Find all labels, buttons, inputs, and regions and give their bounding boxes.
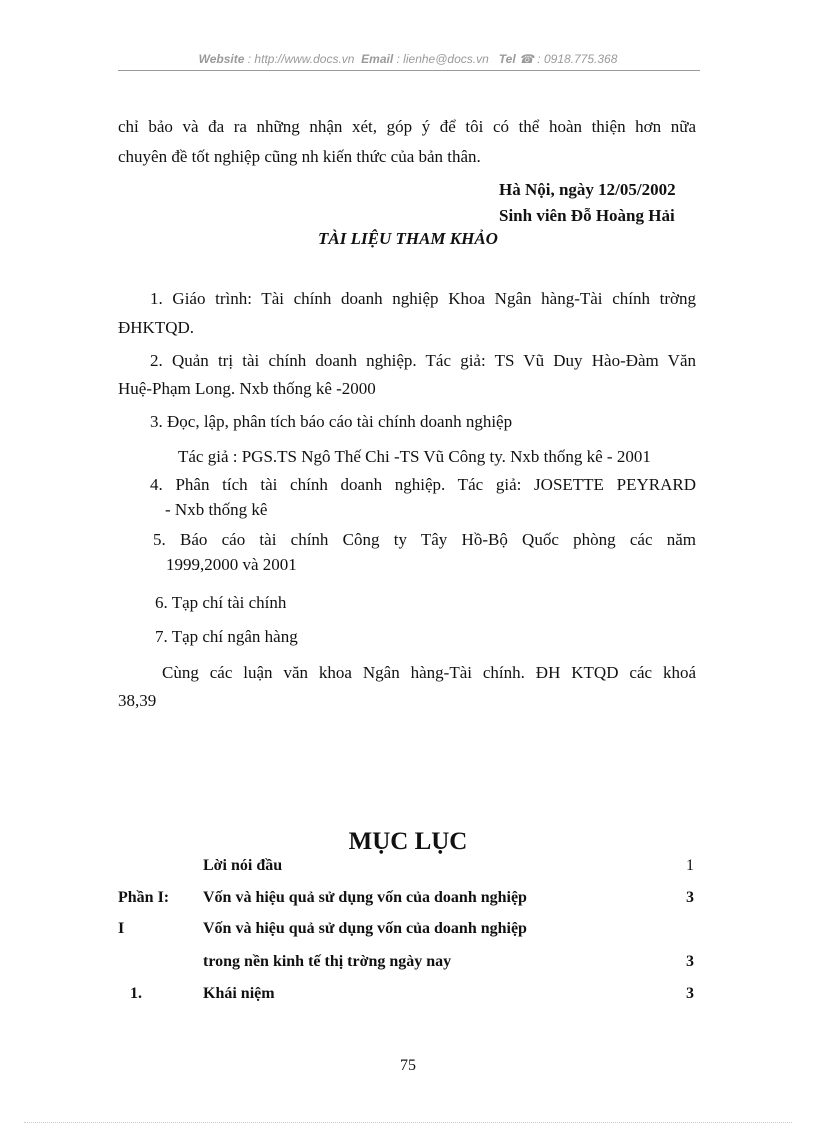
reference-item: 5. Báo cáo tài chính Công ty Tây Hồ-Bộ Quốc phòng các năm [153,530,696,549]
paragraph-line: chỉ bảo và đa ra những nhận xét, góp ý để tôi có thể hoàn thiện hơn nữa [118,117,696,136]
reference-item: 4. Phân tích tài chính doanh nghiệp. Tác giả: JOSETTE PEYRARD [150,475,696,494]
toc-entry-page: 3 [686,953,694,970]
reference-item: ĐHKTQD. [118,318,195,337]
reference-item: - Nxb thống kê [165,500,268,519]
reference-item: 3. Đọc, lập, phân tích báo cáo tài chính doanh nghiệp [150,412,513,431]
references-title: TÀI LIỆU THAM KHẢO [318,229,498,248]
email-value: : lienhe@docs.vn [396,52,489,66]
reference-item: 7. Tạp chí ngân hàng [155,627,298,646]
header-divider [118,70,700,71]
tel-label: Tel [498,52,516,66]
website-value: : http://www.docs.vn [247,52,355,66]
toc-entry-page: 1 [686,857,694,874]
email-label: Email [361,52,394,66]
page-header [0,52,816,66]
toc-entry-text: Vốn và hiệu quả sử dụng vốn của doanh nghiệp [203,920,527,937]
reference-item: 1. Giáo trình: Tài chính doanh nghiệp Khoa Ngân hàng-Tài chính trờng [150,289,696,308]
paragraph-line: chuyên đề tốt nghiệp cũng nh kiến thức của bản thân. [118,147,481,166]
toc-entry-text: trong nền kinh tế thị trờng ngày nay [203,953,452,970]
toc-entry-page: 3 [686,985,694,1002]
page-number: 75 [400,1057,416,1074]
signature-date: Hà Nội, ngày 12/05/2002 [499,180,676,199]
toc-entry-page: 3 [686,889,694,906]
closing-line: Cùng các luận văn khoa Ngân hàng-Tài chính. ĐH KTQD các khoá [162,663,696,682]
toc-entry-text: Vốn và hiệu quả sử dụng vốn của doanh nghiệp [203,889,527,906]
toc-entry-text: Lời nói đầu [203,857,283,874]
reference-item: Huệ-Phạm Long. Nxb thống kê -2000 [118,379,376,398]
toc-entry-number: I [118,920,125,937]
reference-item: Tác giả : PGS.TS Ngô Thế Chi -TS Vũ Công ty. Nxb thống kê - 2001 [178,447,651,466]
toc-entry-text: Khái niệm [203,985,275,1002]
toc-entry-number: Phần I: [118,889,170,906]
tel-value: ☎ : 0918.775.368 [519,52,618,66]
reference-item: 2. Quản trị tài chính doanh nghiệp. Tác giả: TS Vũ Duy Hào-Đàm Văn [150,351,696,370]
closing-line: 38,39 [118,691,157,710]
reference-item: 1999,2000 và 2001 [166,555,297,574]
reference-item: 6. Tạp chí tài chính [155,593,287,612]
signature-name: Sinh viên Đỗ Hoàng Hải [499,206,675,225]
website-label: Website [198,52,245,66]
toc-entry-number: 1. [130,985,142,1002]
toc-title: MỤC LỤC [348,828,468,855]
